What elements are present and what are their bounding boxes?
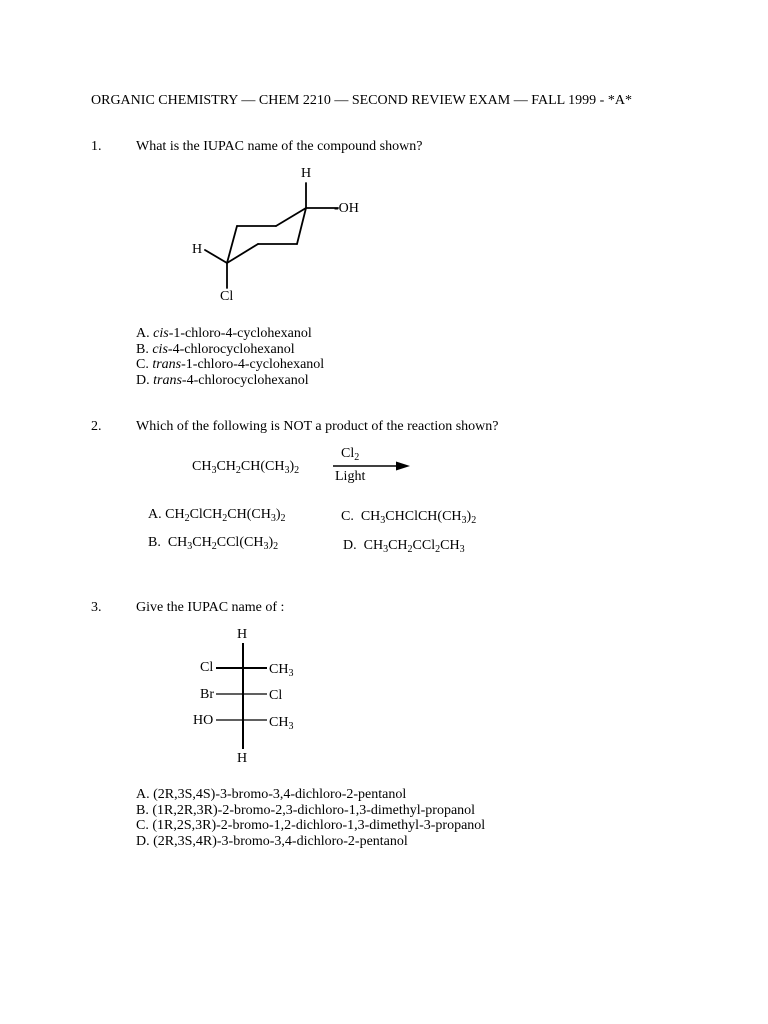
option-letter: B. [136,342,149,357]
q3-row1-left: Cl [200,660,214,675]
option-prefix: cis [153,326,169,341]
q3-option-b[interactable]: B. (1R,2R,3R)-2-bromo-2,3-dichloro-1,3-dimethyl-propanol [136,803,476,818]
option-prefix: trans [152,357,182,372]
option-text: -4-chlorocyclohexanol [167,342,295,357]
option-prefix: cis [152,342,168,357]
q1-number: 1. [91,139,102,154]
q1-left-h-label: H [192,242,203,257]
q3-top-h: H [237,627,248,642]
q3-row3-left: HO [193,713,214,728]
q1-option-b[interactable] [136,342,295,358]
left-h-bond [205,250,227,263]
option-letter: C. [136,357,149,372]
q2-prompt: Which of the following is NOT a product of the reaction shown? [136,419,499,434]
option-formula: $CH_2ClCH_2CH(CH_3)_2$ [165,507,286,524]
q1-option-a[interactable] [136,326,312,342]
q1-oh-label: -OH [334,201,359,216]
q2-reactant: $CH_3CH_2CH(CH_3)_2$ [192,459,300,476]
chair-bond [227,244,258,263]
option-formula: $CH_3CH_2CCl(CH_3)_2$ [167,535,279,552]
q3-number: 3. [91,600,102,615]
option-letter: D. [343,538,357,553]
q2-option-b[interactable] [148,535,278,551]
q3-row2-right: Cl [269,688,283,703]
q3-option-a[interactable]: A. (2R,3S,4S)-3-bromo-3,4-dichloro-2-pentanol [136,787,407,802]
q2-option-c[interactable] [341,509,476,525]
q3-option-d[interactable]: D. (2R,3S,4R)-3-bromo-3,4-dichloro-2-pentanol [136,834,408,849]
chair-bond [297,208,306,244]
option-formula: $CH_3CHClCH(CH_3)_2$ [360,509,477,526]
option-letter: A. [136,326,150,341]
q2-condition: Light [335,469,366,484]
q3-row2-left: Br [200,687,214,702]
q3-option-c[interactable]: C. (1R,2S,3R)-2-bromo-1,2-dichloro-1,3-dimethyl-3-propanol [136,818,486,833]
option-formula: $CH_3CH_2CCl_2CH_3$ [363,538,465,555]
option-letter: A. [148,507,162,522]
option-letter: B. [148,535,161,550]
q1-cl-label: Cl [220,289,234,304]
q2-option-d[interactable] [343,538,465,554]
q2-option-a[interactable] [148,507,286,523]
q1-top-h-label: H [301,166,312,181]
option-letter: C. [341,509,354,524]
q3-row1-right: $CH_3$ [269,662,294,679]
q2-reagent: $Cl_2$ [341,446,360,463]
option-text: -1-chloro-4-cyclohexanol [168,326,312,341]
q1-option-c[interactable] [136,357,324,373]
option-letter: D. [136,373,150,388]
exam-header: ORGANIC CHEMISTRY — CHEM 2210 — SECOND REVIEW EXAM — FALL 1999 - *A* [91,93,632,108]
q3-row3-right: $CH_3$ [269,715,294,732]
q3-prompt: Give the IUPAC name of : [136,600,285,615]
q1-option-d[interactable] [136,373,309,389]
chair-bond [276,208,306,226]
q3-bottom-h: H [237,751,248,766]
option-prefix: trans [153,373,182,388]
chair-bond [227,226,237,263]
q1-prompt: What is the IUPAC name of the compound shown? [136,139,423,154]
option-text: -1-chloro-4-cyclohexanol [181,357,325,372]
q2-number: 2. [91,419,102,434]
option-text: -4-chlorocyclohexanol [181,373,309,388]
